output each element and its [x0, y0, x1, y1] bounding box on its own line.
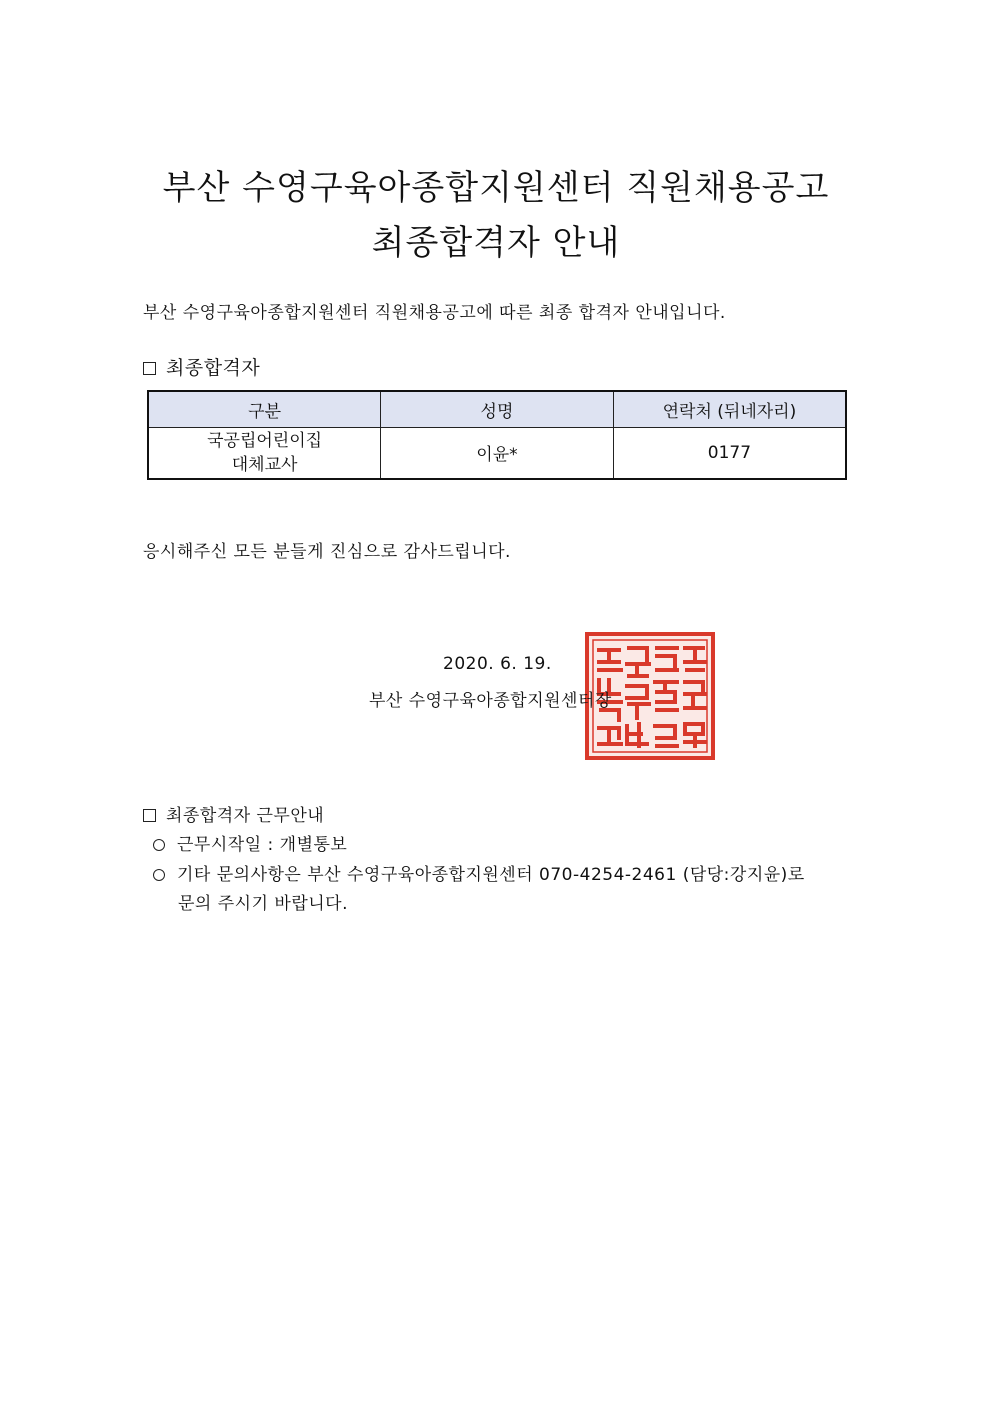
column-header-contact: 연락처 (뒤네자리) [613, 391, 846, 427]
section-heading: 최종합격자 [166, 357, 261, 379]
list-item-continuation: 문의 주시기 바랍니다. [178, 894, 349, 914]
list-item [153, 830, 347, 855]
list-item-text: 근무시작일 : 개별통보 [177, 835, 348, 855]
cell-name: 이윤* [381, 427, 614, 479]
intro-text: 부산 수영구육아종합지원센터 직원채용공고에 따른 최종 합격자 안내입니다. [143, 303, 726, 323]
section-heading: 최종합격자 근무안내 [166, 806, 325, 826]
section-work-guide [143, 801, 324, 826]
list-item [153, 860, 805, 885]
thanks-text: 응시해주신 모든 분들게 진심으로 감사드립니다. [143, 542, 511, 562]
column-header-category: 구분 [148, 391, 381, 427]
document-title-line-1: 부산 수영구육아종합지원센터 직원채용공고 [162, 168, 830, 208]
table-row [148, 427, 846, 479]
list-item-text: 기타 문의사항은 부산 수영구육아종합지원센터 070-4254-2461 (담당:강지윤)로 [177, 865, 805, 885]
date-text: 2020. 6. 19. [443, 654, 552, 674]
square-bullet-icon [143, 362, 156, 375]
section-final-candidates [143, 353, 260, 380]
cell-contact: 0177 [613, 427, 846, 479]
category-line-2: 대체교사 [231, 454, 298, 475]
column-header-name: 성명 [381, 391, 614, 427]
issuer-text: 부산 수영구육아종합지원센터장 [369, 691, 612, 711]
category-line-1: 국공립어린이집 [207, 430, 323, 451]
results-table [147, 390, 847, 480]
circle-bullet-icon [153, 869, 165, 881]
circle-bullet-icon [153, 839, 165, 851]
table-header-row [148, 391, 846, 427]
document-title-line-2: 최종합격자 안내 [371, 223, 621, 263]
cell-category [148, 427, 381, 479]
square-bullet-icon [143, 809, 156, 822]
